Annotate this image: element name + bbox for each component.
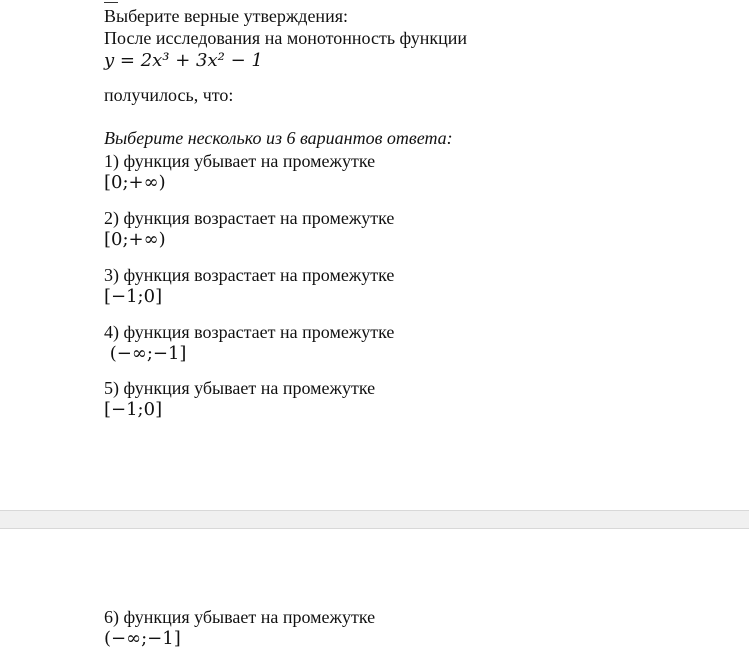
option-2-interval: [0;+∞) — [104, 229, 166, 250]
option-5-label[interactable]: 5) функция убывает на промежутке — [104, 378, 376, 398]
document-page-2 — [0, 529, 749, 671]
instruction-text: Выберите верные утверждения: — [104, 6, 348, 26]
option-1-interval: [0;+∞) — [104, 172, 166, 193]
option-3-label[interactable]: 3) функция возрастает на промежутке — [104, 265, 395, 285]
option-6-interval: (−∞;−1] — [104, 628, 181, 649]
page-edge-mark — [104, 0, 118, 3]
intro-text: После исследования на монотонность функции — [104, 28, 468, 48]
option-6-label[interactable]: 6) функция убывает на промежутке — [104, 607, 376, 627]
page-break — [0, 510, 749, 529]
option-4-interval: (−∞;−1] — [104, 343, 187, 364]
answers-hint: Выберите несколько из 6 вариантов ответа: — [104, 128, 453, 148]
option-1-label[interactable]: 1) функция убывает на промежутке — [104, 151, 376, 171]
option-3-interval: [−1;0] — [104, 286, 163, 307]
option-4-label[interactable]: 4) функция возрастает на промежутке — [104, 322, 395, 342]
function-formula: y = 2x³ + 3x² − 1 — [104, 50, 263, 71]
result-text: получилось, что: — [104, 85, 234, 105]
option-2-label[interactable]: 2) функция возрастает на промежутке — [104, 208, 395, 228]
option-5-interval: [−1;0] — [104, 399, 163, 420]
